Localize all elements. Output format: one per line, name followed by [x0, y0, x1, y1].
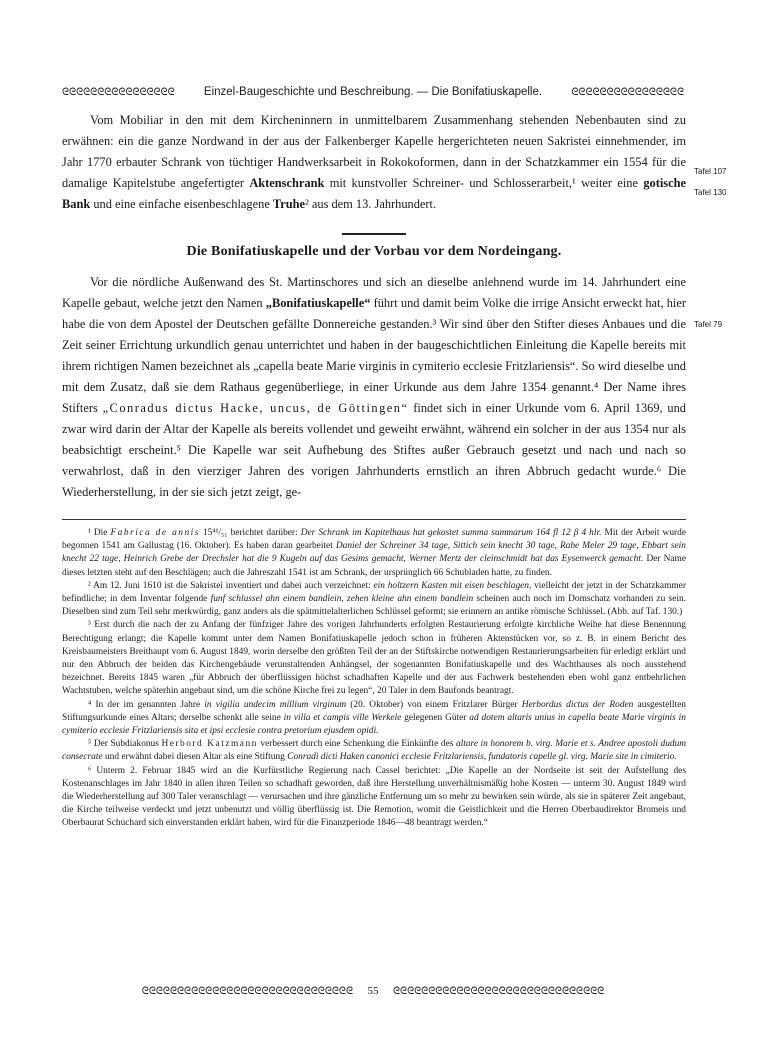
quote-span: Daniel der Schreiner 34 tage, Sittich sein knecht 30 tage, Rabe Meler 29 tage, Ebbart sein knecht 22 tage, Heinrich Grebe der Drechsler hat die 9 Kugeln auf das Gesims gemacht, Werner Mertz der cleinschmidt hat das Eysenwerck gemacht. [62, 541, 686, 565]
text-span: gelegenen Güter [401, 712, 470, 723]
text-span: Vom Mobiliar in den mit dem Kircheninnern in unmittelbarem Zusammenhang stehenden Nebenbauten sind zu erwähnen: ein die ganze Nordwand in der aus der Falkenberger Kapelle hergerichteten neuen Sakristei einnehmender, im Jahr 1770 erbauter Schrank von tüchtiger Handwerksarbeit in Rokokoformen, dann in der Schatzkammer ein 1554 für die damalige Kapitelstube angefertigter [62, 113, 686, 190]
page-number: 55 [367, 985, 379, 997]
emphasis-truhe: Truhe [272, 197, 306, 211]
text-span: Mit der Arbeit wurde begonnen 1541 am Gallustag (16. Oktober). Es haben daran gearbeitet [62, 528, 686, 552]
footer-ornament-left: ᘓᘓᘓᘓᘓᘓᘓᘓᘓᘓᘓᘓᘓᘓᘓᘓᘓᘓᘓᘓᘓᘓᘓᘓᘓᘓᘓᘓᘓᘓ [141, 985, 353, 997]
quote-span: Der Schrank im Kapitelhaus hat gekostet summa summarum 164 fl 12 β 4 hlr. [300, 528, 602, 538]
footnote-divider [62, 519, 686, 520]
text-span: Vor die nördliche Außenwand des St. Martinschores und sich an dieselbe anlehnend wurde im 14. Jahrhundert eine Kapelle gebaut, welche jetzt den Namen [62, 275, 686, 310]
quote-span: in villa et campis ville Werkele [283, 712, 402, 723]
text-span: mit kunstvoller Schreiner- und Schlosserarbeit,¹ weiter eine [324, 176, 644, 190]
footnote-4 [62, 699, 686, 739]
text-span: und erwähnt dabei diesen Altar als eine Stiftung [102, 752, 288, 763]
text-span: ⁵ Der Subdiakonus [88, 739, 162, 750]
footnote-6: ⁶ Unterm 2. Februar 1845 wird an die Kurfürstliche Regierung nach Cassel berichtet: „Die Kapelle an der Nordseite ist seit der Aufstellung des Kostenanschlages im Jahr 1840 in allen ihren Teilen so schadhaft geworden, daß ihre Herstellung unverhältnismäßig hohe Kosten — unterm 30. August 1849 wird die Wiederherstellung auf 300 Taler veranschlagt — verursachen und ihre gänzliche Entfernung um so mehr zu bewirken sein würde, als sie in späterer Zeit angebaut, die Kirche teilweise verdeckt und jetzt unbenutzt und völlig überflüssig ist. Die Remotion, womit die Geistlichkeit und die Herren Oberbaudirektor Bromeis und Oberbaurat Schuchard sich einverstanden erklärt haben, wird für die Finanzperiode 1846—48 beantragt werden.“ [62, 765, 686, 829]
text-span: scheinen auch noch im Domschatz vorhanden zu sein. Dieselben sind zum Teil sehr merkwürdig, ganz anders als die spätmittelalterlichen Schlüssel geformt; sie erinnern an antike römische Schlüssel. (Abb. auf Taf. 130.) [62, 594, 687, 618]
text-span: vielleicht der jetzt in der Schatzkammer befindliche; in dem Inventar folgende [62, 580, 686, 605]
quote-span: ad dotem altaris unius in capella beate Marie virginis in cymiterio ecclesie Fritzlariensis sita et ipsi ecclesie contra pretorium ejusdem opidi. [62, 712, 686, 737]
footnote-2 [62, 580, 686, 620]
emphasis-bonifatiuskapelle: „Bonifatiuskapelle“ [265, 296, 371, 310]
header-ornament-left: ᘓᘓᘓᘓᘓᘓᘓᘓᘓᘓᘓᘓᘓᘓᘓᘓ [62, 86, 175, 98]
quote-span: Conradi dicti Haken canonici ecclesie Fritzlariensis, fundatoris capelle gl. virg. Marie site in cimiterio. [287, 752, 677, 763]
emphasis-aktenschrank: Aktenschrank [249, 176, 325, 190]
quote-span: Herbordus dictus der Roden [521, 699, 634, 710]
quote-span: in vigilia undecim millium virginum [204, 699, 347, 710]
text-span: (20. Oktober) von einem Fritzlarer Bürger [346, 699, 522, 710]
text-span: verbessert durch eine Schenkung die Einkünfte des [257, 739, 456, 750]
text-span: und eine einfache eisenbeschlagene [90, 197, 273, 211]
running-header-title: Einzel-Baugeschichte und Beschreibung. — Die Bonifatiuskapelle. [203, 86, 543, 98]
emphasis-span: Fabrica de annis [110, 528, 200, 538]
text-span: ausgestellten Stiftungsurkunde eines Altars; derselbe schenkt alle seine [62, 699, 686, 723]
paragraph-mobiliar [62, 110, 686, 215]
text-span: Der Name dieses letzten steht auf den Beschlägen; auch die Jahreszahl 1541 ist am Schrank, der ursprünglich 66 Schubladen hatte, zu finden. [62, 554, 686, 578]
footnotes [62, 527, 686, 831]
margin-note-tafel-79: Tafel 79 [694, 320, 723, 329]
margin-note-tafel-130: Tafel 130 [694, 188, 727, 197]
quote-span: funf schlussel ahn einem bandlein, zehen kleine ahn einem bandlein [210, 594, 474, 605]
section-divider [342, 233, 406, 235]
text-span: ¹ Die [88, 528, 111, 538]
text-span: ² aus dem 13. Jahrhundert. [305, 197, 437, 211]
emphasis-gotische-bank: gotische Bank [62, 176, 687, 211]
footnote-3: ³ Erst durch die nach der zu Anfang der fünfziger Jahre des vorigen Jahrhunderts erfolgten Restaurierung erfolgte kirchliche Weihe hat diese Benennung Berechtigung erlangt; die Kapelle kommt unter dem Namen Bonifatiuskapelle jedoch schon in früheren Aktenstücken vor, so z. B. in einem Bericht des Kreisbaumeisters Breithaupt vom 6. August 1849, worin derselbe den größten Teil der an der Stiftskirche notwendigen Restaurierungsarbeiten für erledigt erklärt und nur den Abbruch der beiden das Kirchengebäude verunstaltenden Anhängsel, der sogenannten Bonifatiuskapelle und des Wachthauses als noch ausstehend bezeichnet. Bereits 1845 waren „für Abbruch der überflüssigen höchst schadhaften Kapelle und der aus Fachwerk bestehenden eben wohl ganz entbehrlichen Wachtstuben, welche späterhin angebaut sind, um die schöne Kirche frei zu legen“, 20 Taler in dem Baufonds beantragt. [62, 620, 686, 697]
quote-span: altare in honorem b. virg. Marie et s. Andree apostoli dudum consecrate [62, 739, 687, 763]
header-ornament-right: ᘓᘓᘓᘓᘓᘓᘓᘓᘓᘓᘓᘓᘓᘓᘓᘓ [571, 86, 684, 98]
text-span: ² Am 12. Juni 1610 ist die Sakristei inventiert und dabei auch verzeichnet: [88, 580, 374, 591]
section-title: Die Bonifatiuskapelle und der Vorbau vor dem Nordeingang. [186, 244, 562, 259]
footer-ornament-right: ᘓᘓᘓᘓᘓᘓᘓᘓᘓᘓᘓᘓᘓᘓᘓᘓᘓᘓᘓᘓᘓᘓᘓᘓᘓᘓᘓᘓᘓᘓ [393, 985, 605, 997]
text-span: führt und damit beim Volke die irrige Ansicht erweckt hat, hier habe die von dem Apostel der Deutschen gefällte Donnereiche gestanden.³ Wir sind über den Stifter dieses Anbaues und die Zeit seiner Errichtung urkundlich genau unterrichtet und haben in der baugeschichtlichen Einleitung die Kapelle bereits mit ihrem richtigen Namen bezeichnet als „capella beate Marie virginis in cymiterio ecclesie Fritzlariensis“. So wird dieselbe und mit dem Zusatz, daß sie dem Rathaus gegenüberliege, in einer Urkunde aus dem Jahre 1354 genannt.⁴ Der Name ihres Stifters [62, 296, 686, 415]
running-header [62, 84, 684, 100]
page-footer [62, 984, 684, 998]
text-span: 15⁴¹/₅₁ berichtet darüber: [199, 528, 301, 538]
footnote-5 [62, 738, 686, 764]
paragraph-text [62, 110, 686, 215]
paragraph-text [62, 272, 686, 503]
text-span: findet sich in einer Urkunde vom 6. April 1369, und zwar wird darin der Altar der Kapelle als bereits vollendet und geweiht erwähnt, während ein solcher in der aus 1354 nur als beabsichtigt erscheint.⁵ Die Kapelle war seit Aufhebung des Stiftes außer Gebrauch gesetzt und nach und nach so verwahrlost, daß in den vierziger Jahren des vorigen Jahrhunderts ernstlich an ihren Abbruch gedacht wurde.⁶ Die Wiederherstellung, in der sie sich jetzt zeigt, ge- [62, 401, 687, 499]
quote-span: ein holtzern Kasten mit eisen beschlagen, [373, 580, 532, 591]
emphasis-stifter-name: „Conradus dictus Hacke, uncus, de Göttingen“ [102, 401, 409, 415]
footnote-1 [62, 527, 686, 580]
paragraph-bonifatiuskapelle [62, 272, 686, 503]
margin-note-tafel-107: Tafel 107 [694, 167, 727, 176]
text-span: ⁴ In der im genannten Jahre [88, 699, 205, 710]
emphasis-span: Herbord Katzmann [161, 739, 258, 750]
